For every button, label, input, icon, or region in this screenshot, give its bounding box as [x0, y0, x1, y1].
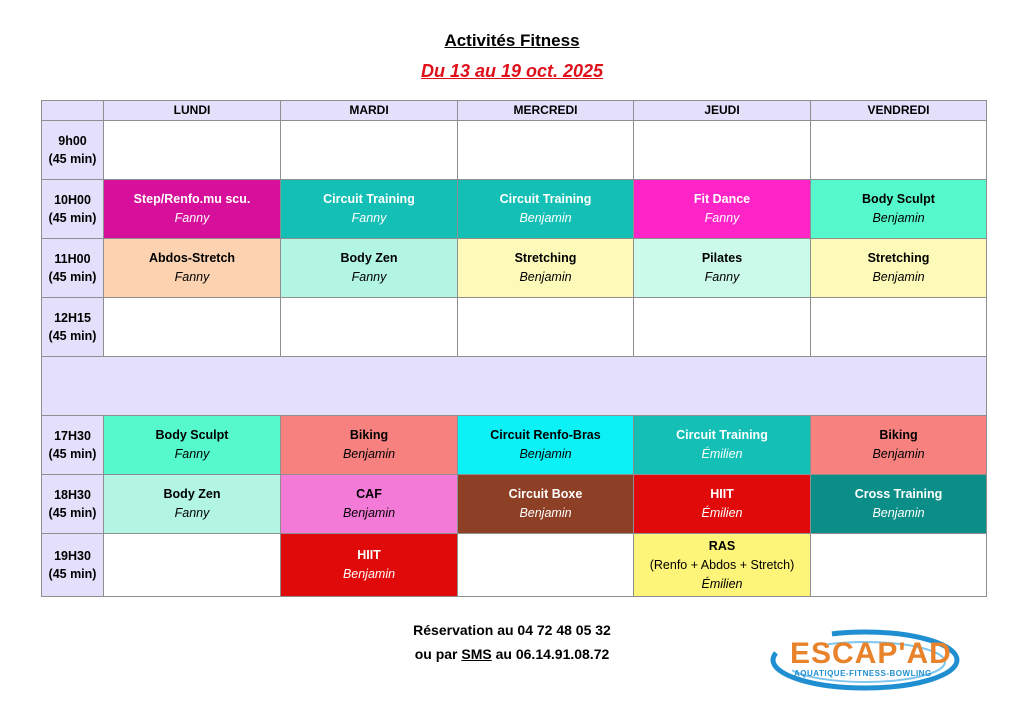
- table-row: [42, 298, 987, 357]
- corner-cell: [42, 101, 104, 121]
- day-header: LUNDI: [104, 101, 281, 121]
- class-cell: [634, 534, 811, 597]
- duration-label: (45 min): [48, 152, 97, 166]
- coach-name: Benjamin: [342, 447, 396, 461]
- class-name: Fit Dance: [693, 192, 751, 206]
- schedule-table: [41, 100, 987, 597]
- day-header: MERCREDI: [458, 101, 634, 121]
- class-cell: [458, 475, 634, 534]
- class-name: Biking: [349, 428, 389, 442]
- class-name: Body Zen: [340, 251, 398, 265]
- coach-name: Benjamin: [519, 211, 572, 225]
- class-cell: [634, 416, 811, 475]
- empty-cell: [104, 298, 281, 357]
- empty-cell: [104, 121, 281, 180]
- coach-name: Benjamin: [342, 506, 396, 520]
- time-label: 12H15: [54, 311, 91, 325]
- class-cell: [811, 180, 987, 239]
- time-label: 10H00: [54, 193, 91, 207]
- class-cell: [104, 180, 281, 239]
- coach-name: Benjamin: [342, 567, 396, 581]
- duration-label: (45 min): [48, 567, 97, 581]
- time-label: 19H30: [54, 549, 91, 563]
- time-cell: [42, 121, 104, 180]
- class-cell: [104, 475, 281, 534]
- time-cell: [42, 534, 104, 597]
- sms-word: SMS: [461, 646, 492, 662]
- class-cell: [458, 239, 634, 298]
- class-name: Circuit Training: [323, 192, 415, 206]
- coach-name: Fanny: [174, 447, 210, 461]
- coach-name: Fanny: [174, 270, 210, 284]
- duration-label: (45 min): [48, 270, 97, 284]
- header-row: [42, 101, 987, 121]
- duration-label: (45 min): [48, 506, 97, 520]
- empty-cell: [458, 298, 634, 357]
- time-cell: [42, 180, 104, 239]
- empty-cell: [458, 121, 634, 180]
- class-name: Circuit Renfo-Bras: [490, 428, 601, 442]
- empty-cell: [634, 121, 811, 180]
- class-name: HIIT: [357, 548, 381, 562]
- class-cell: [458, 416, 634, 475]
- class-name: Body Sculpt: [862, 192, 935, 206]
- class-cell: [634, 239, 811, 298]
- schedule-body: [42, 121, 987, 597]
- class-cell: [281, 534, 458, 597]
- coach-name: Benjamin: [872, 211, 925, 225]
- class-name: Abdos-Stretch: [148, 251, 236, 265]
- coach-name: Benjamin: [519, 506, 572, 520]
- day-header: MARDI: [281, 101, 458, 121]
- class-name: Circuit Training: [499, 192, 592, 206]
- table-row: [42, 180, 987, 239]
- time-cell: [42, 239, 104, 298]
- class-cell: [281, 416, 458, 475]
- empty-cell: [458, 534, 634, 597]
- midday-break-row: [42, 357, 987, 416]
- duration-label: (45 min): [48, 211, 97, 225]
- time-cell: [42, 298, 104, 357]
- table-row: [42, 239, 987, 298]
- logo-wordmark: ESCAP'AD: [790, 637, 952, 670]
- class-name: Step/Renfo.mu scu.: [133, 192, 251, 206]
- empty-cell: [281, 121, 458, 180]
- empty-cell: [811, 121, 987, 180]
- class-cell: [811, 239, 987, 298]
- page-title: Activités Fitness: [444, 31, 580, 50]
- empty-cell: [811, 298, 987, 357]
- class-cell: [458, 180, 634, 239]
- coach-name: Fanny: [174, 506, 210, 520]
- coach-name: Benjamin: [872, 270, 925, 284]
- table-row: [42, 475, 987, 534]
- coach-name: Benjamin: [872, 506, 925, 520]
- empty-cell: [634, 298, 811, 357]
- class-cell: [634, 475, 811, 534]
- class-cell: [811, 416, 987, 475]
- class-cell: [811, 475, 987, 534]
- day-header: VENDREDI: [811, 101, 987, 121]
- class-name: Circuit Training: [676, 428, 768, 442]
- empty-cell: [104, 534, 281, 597]
- coach-name: Benjamin: [519, 270, 572, 284]
- class-name: Stretching: [867, 251, 930, 265]
- coach-name: Fanny: [351, 211, 387, 225]
- class-cell: [104, 416, 281, 475]
- empty-cell: [811, 534, 987, 597]
- table-row: [42, 416, 987, 475]
- sms-prefix: ou par: [414, 646, 458, 662]
- coach-name: Benjamin: [872, 447, 925, 461]
- class-cell: [281, 239, 458, 298]
- reservation-phone: Réservation au 04 72 48 05 32: [413, 622, 611, 638]
- class-name: Stretching: [514, 251, 577, 265]
- table-row: [42, 534, 987, 597]
- coach-name: Fanny: [351, 270, 387, 284]
- sms-number: au 06.14.91.08.72: [495, 646, 610, 662]
- duration-label: (45 min): [48, 447, 97, 461]
- time-cell: [42, 475, 104, 534]
- coach-name: Fanny: [704, 211, 740, 225]
- class-name: Cross Training: [854, 487, 943, 501]
- class-name: Body Sculpt: [155, 428, 229, 442]
- coach-name: Émilien: [701, 576, 743, 591]
- class-name: HIIT: [710, 487, 734, 501]
- date-range: Du 13 au 19 oct. 2025: [420, 61, 604, 81]
- midday-break: [42, 357, 987, 416]
- class-name: Body Zen: [163, 487, 221, 501]
- logo-tagline: AQUATIQUE-FITNESS-BOWLING: [794, 669, 932, 678]
- class-cell: [281, 475, 458, 534]
- class-name: CAF: [356, 487, 382, 501]
- empty-cell: [281, 298, 458, 357]
- time-label: 11H00: [54, 252, 91, 266]
- class-cell: [281, 180, 458, 239]
- time-label: 17H30: [54, 429, 91, 443]
- duration-label: (45 min): [48, 329, 97, 343]
- day-header: JEUDI: [634, 101, 811, 121]
- class-detail: (Renfo + Abdos + Stretch): [649, 557, 795, 572]
- coach-name: Benjamin: [519, 447, 572, 461]
- coach-name: Émilien: [701, 506, 743, 520]
- class-name: Biking: [879, 428, 918, 442]
- time-label: 18H30: [54, 488, 91, 502]
- time-cell: [42, 416, 104, 475]
- class-cell: [104, 239, 281, 298]
- coach-name: Fanny: [174, 211, 210, 225]
- class-name: Circuit Boxe: [508, 487, 583, 501]
- table-row: [42, 121, 987, 180]
- coach-name: Émilien: [701, 447, 743, 461]
- time-label: 9h00: [58, 134, 87, 148]
- class-name: Pilates: [701, 251, 743, 265]
- class-cell: [634, 180, 811, 239]
- coach-name: Fanny: [704, 270, 740, 284]
- class-name: RAS: [708, 538, 736, 553]
